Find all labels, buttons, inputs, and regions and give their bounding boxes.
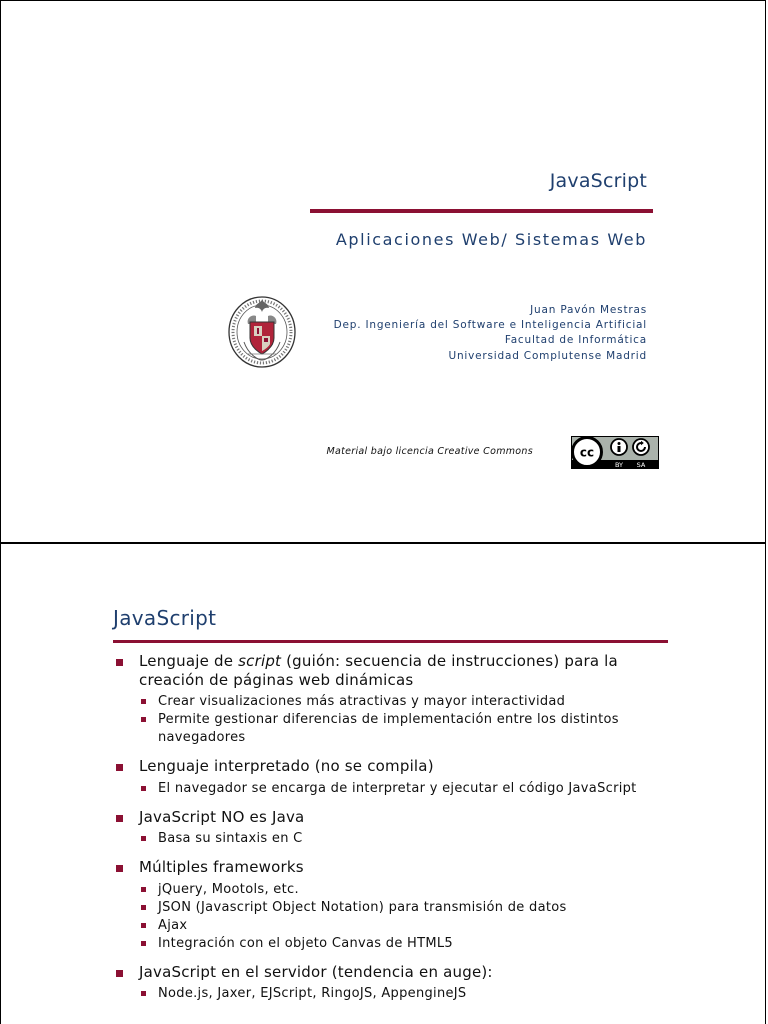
- list-item: [113, 757, 673, 798]
- author-name: Juan Pavón Mestras: [530, 304, 647, 316]
- sub-list-item: [139, 985, 673, 1003]
- list-item: [113, 963, 673, 1004]
- sub-list-item-text: Permite gestionar diferencias de implementación entre los distintos navegadores: [158, 712, 619, 745]
- sub-list: [139, 780, 673, 798]
- cc-badge-label: cc: [579, 445, 595, 460]
- square-bullet-icon: [116, 970, 123, 977]
- square-bullet-icon: [141, 836, 146, 841]
- university-seal-icon: [226, 294, 298, 370]
- sub-list: [139, 830, 673, 848]
- sub-list-item: [139, 935, 673, 953]
- list-item: [113, 652, 673, 747]
- sub-list-item: [139, 780, 673, 798]
- square-bullet-icon: [116, 865, 123, 872]
- sub-list-item: [139, 711, 673, 747]
- square-bullet-icon: [116, 764, 123, 771]
- sub-list-item: [139, 881, 673, 899]
- list-item-text-suffix: (guión: secuencia de instrucciones) para la creación de páginas web dinámicas: [139, 652, 618, 689]
- square-bullet-icon: [141, 699, 146, 704]
- square-bullet-icon: [141, 923, 146, 928]
- square-bullet-icon: [141, 717, 146, 722]
- sub-list: [139, 985, 673, 1003]
- sub-list-item: [139, 917, 673, 935]
- sub-list-item: [139, 830, 673, 848]
- sub-list-item-text: Crear visualizaciones más atractivas y mayor interactividad: [158, 694, 566, 709]
- slide-title: JavaScript: [549, 170, 647, 192]
- sub-list-item-text: Basa su sintaxis en C: [158, 831, 303, 846]
- cc-by-label: BY: [614, 461, 624, 469]
- sub-list-item-text: Node.js, Jaxer, EJScript, RingoJS, AppengineJS: [158, 986, 467, 1001]
- sub-list-item-text: El navegador se encarga de interpretar y ejecutar el código JavaScript: [158, 780, 637, 796]
- license-text: Material bajo licencia Creative Commons: [326, 446, 533, 457]
- square-bullet-icon: [141, 991, 146, 996]
- sub-list-item: [139, 899, 673, 917]
- square-bullet-icon: [116, 815, 123, 822]
- list-item-text-emphasis: script: [238, 652, 282, 670]
- title-rule: [113, 640, 668, 643]
- slide-subtitle: Aplicaciones Web/ Sistemas Web: [335, 230, 647, 249]
- author-block: [334, 303, 647, 364]
- sub-list: [139, 693, 673, 747]
- sub-list-item-text: jQuery, Mootols, etc.: [158, 881, 299, 897]
- author-university: Universidad Complutense Madrid: [448, 349, 647, 362]
- slide-title: JavaScript: [113, 606, 217, 630]
- list-item-text: [139, 652, 618, 689]
- square-bullet-icon: [141, 887, 146, 892]
- square-bullet-icon: [141, 786, 146, 791]
- list-item-text: JavaScript en el servidor (tendencia en auge):: [139, 962, 493, 981]
- sub-list-item-text: Ajax: [158, 917, 188, 933]
- author-department: Dep. Ingeniería del Software e Inteligencia Artificial: [333, 319, 647, 332]
- sub-list-item-text: Integración con el objeto Canvas de HTML5: [158, 935, 454, 951]
- list-item-text-prefix: Lenguaje de: [139, 652, 239, 670]
- square-bullet-icon: [141, 941, 146, 946]
- sub-list-item-text: JSON (Javascript Object Notation) para transmisión de datos: [158, 899, 567, 915]
- list-item-text: JavaScript NO es Java: [139, 807, 305, 826]
- cc-sa-label: SA: [636, 461, 646, 469]
- list-item: [113, 808, 673, 849]
- square-bullet-icon: [116, 659, 123, 666]
- list-item: [113, 858, 673, 953]
- content-slide: [0, 543, 766, 1024]
- title-rule: [310, 209, 653, 213]
- list-item-text: Múltiples frameworks: [139, 858, 304, 876]
- sub-list-item: [139, 693, 673, 711]
- bullet-list: [113, 652, 673, 1003]
- square-bullet-icon: [141, 905, 146, 910]
- sub-list: [139, 881, 673, 953]
- creative-commons-badge-icon: [571, 436, 659, 469]
- list-item-text: Lenguaje interpretado (no se compila): [139, 757, 434, 775]
- author-faculty: Facultad de Informática: [504, 334, 647, 347]
